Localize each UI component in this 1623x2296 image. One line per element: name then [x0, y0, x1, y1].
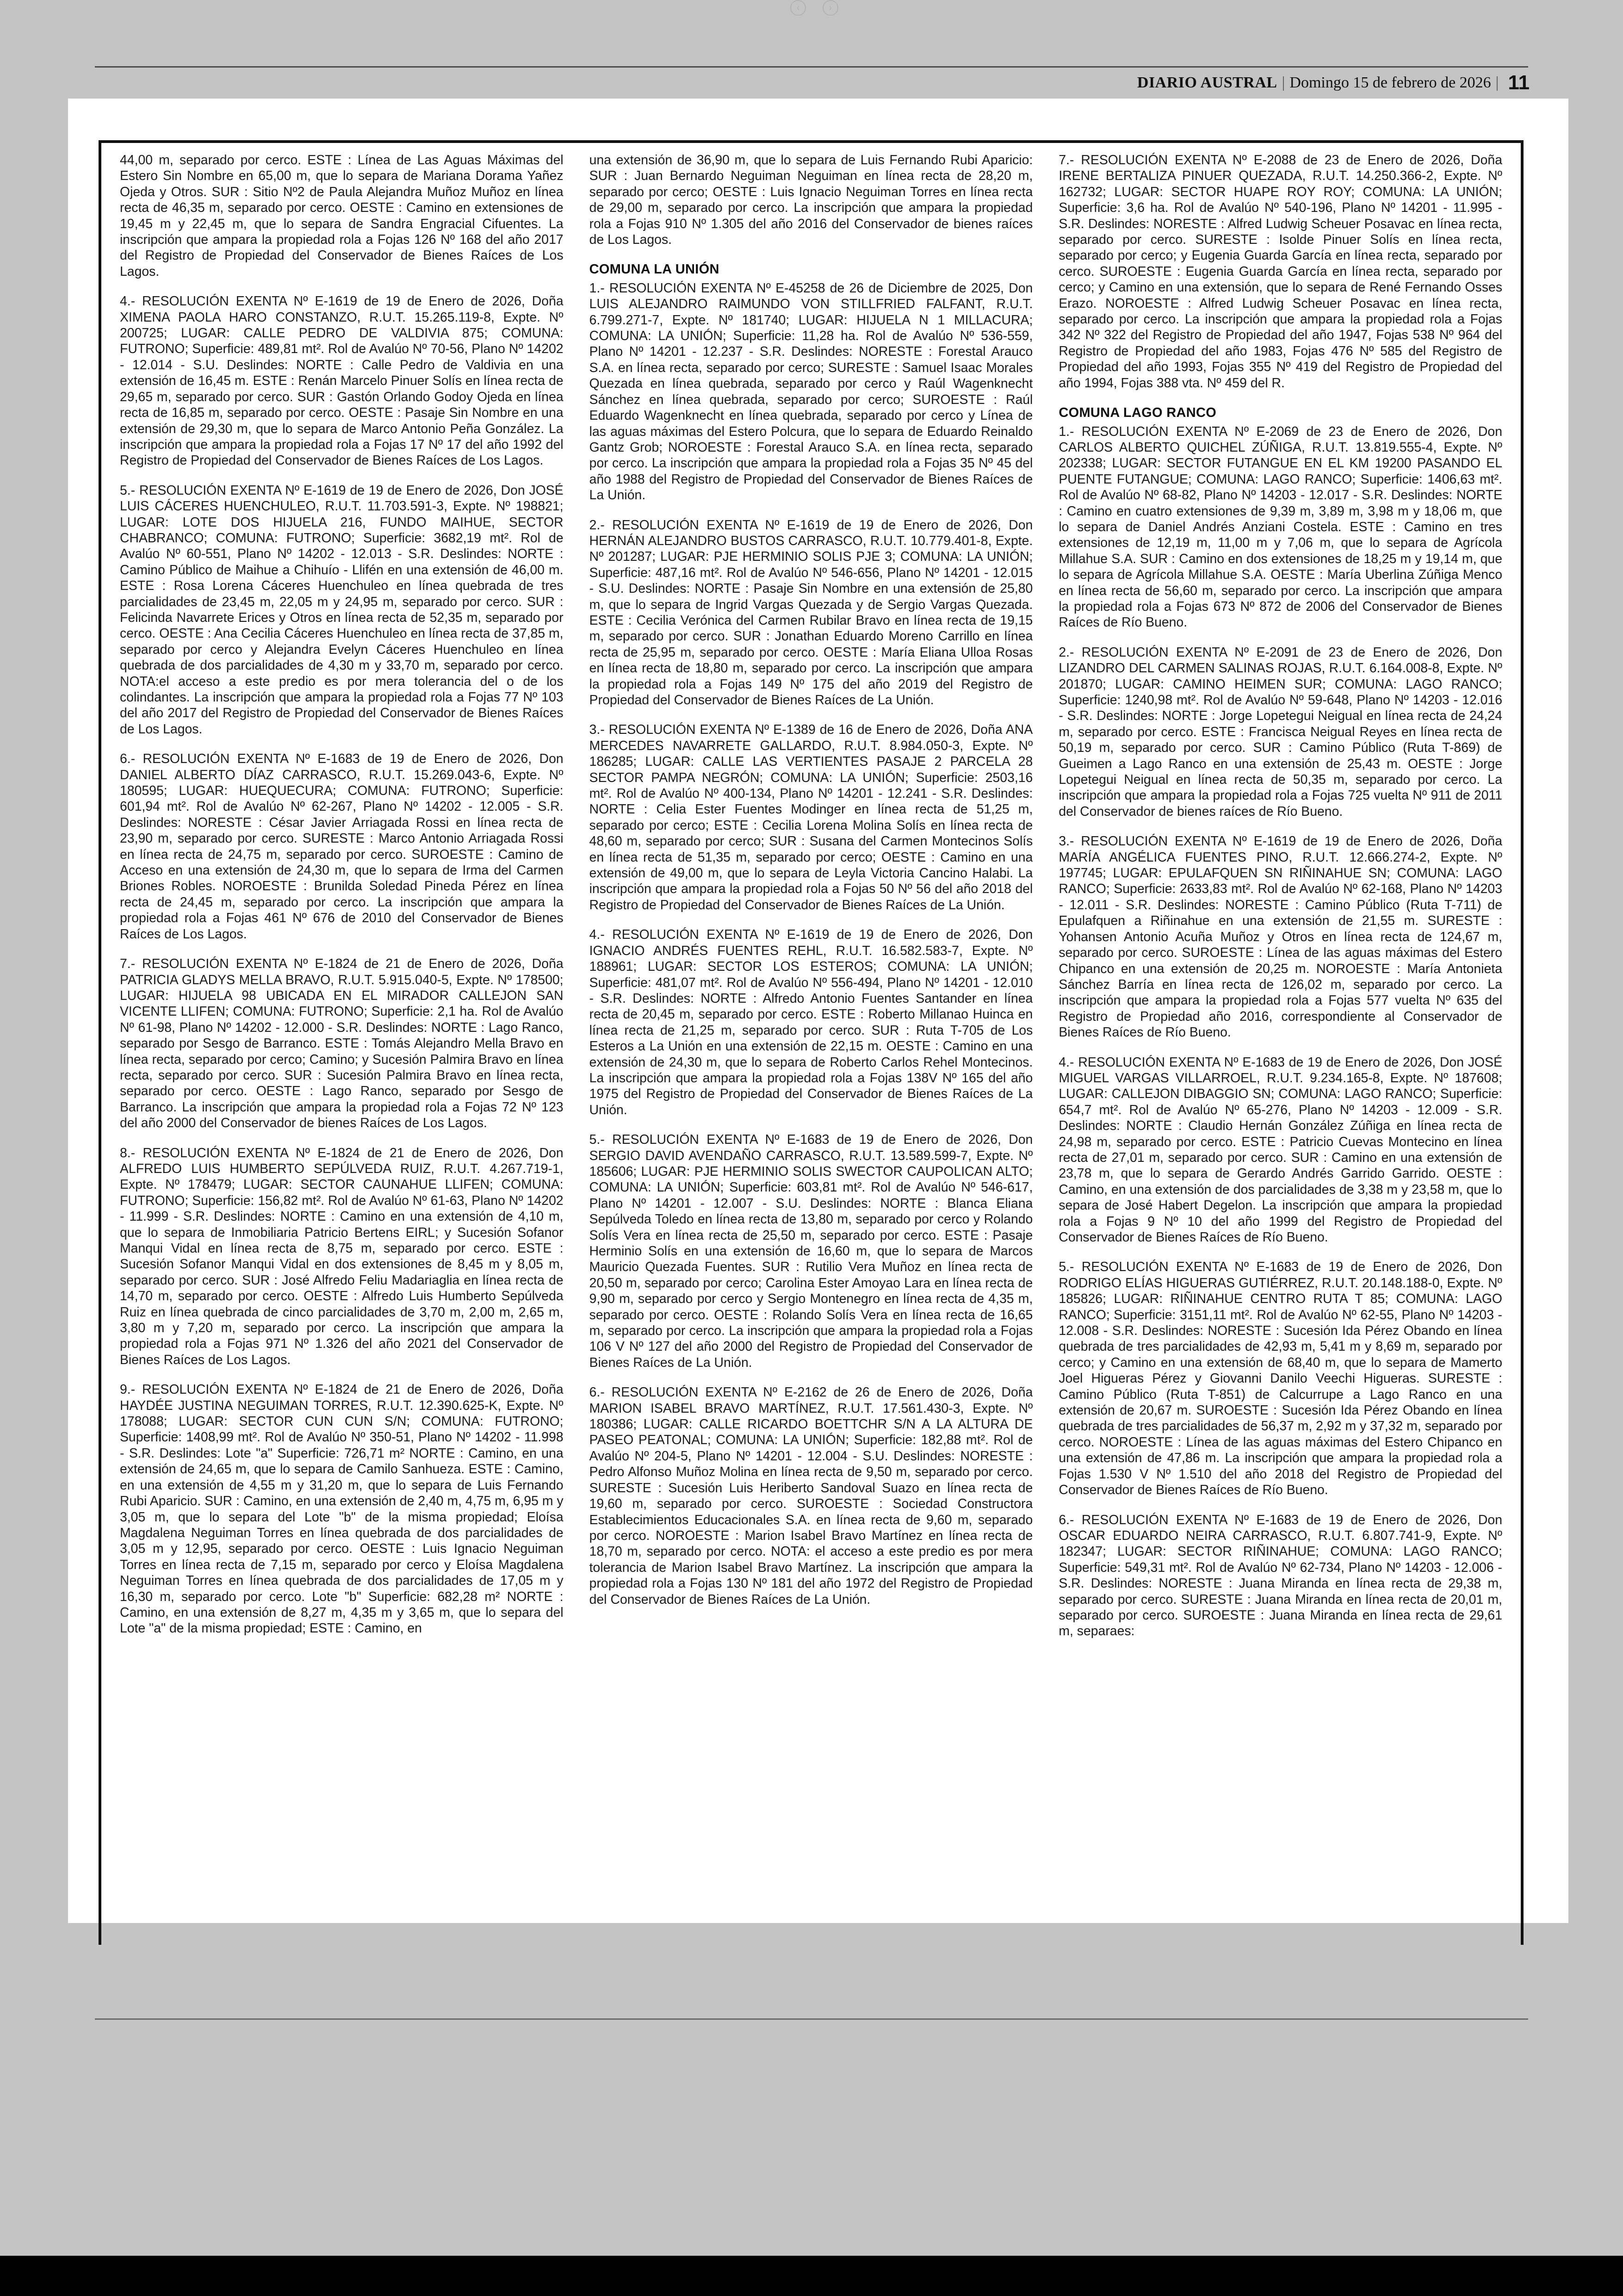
column-2 [589, 152, 1033, 1945]
viewer-bottom-bar [0, 2256, 1623, 2296]
section-heading-la-union: COMUNA LA UNIÓN [589, 262, 719, 277]
notice-paragraph: 4.- RESOLUCIÓN EXENTA Nº E-1619 de 19 de Enero de 2026, Don IGNACIO ANDRÉS FUENTES REHL, R.U.T. 16.582.583-7, Expte. Nº 188961; LUGAR: SECTOR LOS ESTEROS; COMUNA: LA UNIÓN; Superficie: 481,07 mt². Rol de Avalúo Nº 556-494, Plano Nº 14201 - 12.010 - S.R. Deslindes: NORTE : Alfredo Antonio Fuentes Santander en línea recta de 20,45 m, separado por cerco. ESTE : Roberto Millanao Huinca en línea recta de 21,25 m, separado por cerco. SUR : Ruta T-705 de Los Esteros a La Unión en una extensión de 22,15 m. OESTE : Camino en una extensión de 24,30 m, que lo separa de Roberto Carlos Rehel Montecinos. La inscripción que ampara la propiedad rola a Fojas 138V Nº 165 del año 1975 del Registro de Propiedad del Conservador de Bienes Raíces de La Unión. [589, 927, 1033, 1117]
notice-paragraph: 7.- RESOLUCIÓN EXENTA Nº E-1824 de 21 de Enero de 2026, Doña PATRICIA GLADYS MELLA BRAVO, R.U.T. 5.915.040-5, Expte. Nº 178500; LUGAR: HIJUELA 98 UBICADA EN EL MIRADOR CALLEJON SAN VICENTE LLIFEN; COMUNA: FUTRONO; Superficie: 2,1 ha. Rol de Avalúo Nº 61-98, Plano Nº 14202 - 12.000 - S.R. Deslindes: NORTE : Lago Ranco, separado por Sesgo de Barranco. ESTE : Tomás Alejandro Mella Bravo en línea recta, separado por cerco; Camino; y Sucesión Palmira Bravo en línea recta, separado por cerco. SUR : Sucesión Palmira Bravo en línea recta, separado por cerco. OESTE : Lago Ranco, separado por Sesgo de Barranco. La inscripción que ampara la propiedad rola a Fojas 72 Nº 123 del año 2000 del Conservador de bienes Raíces de Los Lagos. [120, 956, 564, 1131]
header-rule [95, 66, 1528, 68]
notice-sheet [68, 99, 1568, 1923]
arrow-right-icon[interactable]: › [823, 0, 838, 16]
newspaper-name: DIARIO AUSTRAL [1137, 74, 1277, 91]
notice-paragraph: 2.- RESOLUCIÓN EXENTA Nº E-2091 de 23 de Enero de 2026, Don LIZANDRO DEL CARMEN SALINAS ROJAS, R.U.T. 6.164.008-8, Expte. Nº 201870; LUGAR: CAMINO HEIMEN SUR; COMUNA: LAGO RANCO; Superficie: 1240,98 mt². Rol de Avalúo Nº 59-648, Plano Nº 14203 - 12.016 - S.R. Deslindes: NORTE : Jorge Lopetegui Neigual en línea recta de 24,24 m, separado por cerco. ESTE : Francisca Neigual Reyes en línea recta de 50,19 m, separado por cerco. SUR : Camino Público (Ruta T-869) de Gueimen a Lago Ranco en una extensión de 25,43 m. OESTE : Jorge Lopetegui Neigual en línea recta de 50,35 m, separado por cerco. La inscripción que ampara la propiedad rola a Fojas 725 vuelta Nº 911 de 2011 del Conservador de bienes raíces de Río Bueno. [1059, 645, 1503, 819]
page-number: 11 [1508, 71, 1530, 94]
notice-columns [120, 152, 1502, 1945]
notice-paragraph: 5.- RESOLUCIÓN EXENTA Nº E-1619 de 19 de Enero de 2026, Don JOSÉ LUIS CÁCERES HUENCHULEO, R.U.T. 11.703.591-3, Expte. Nº 198821; LUGAR: LOTE DOS HIJUELA 216, FUNDO MAIHUE, SECTOR CHABRANCO; COMUNA: FUTRONO; Superficie: 3682,19 mt². Rol de Avalúo Nº 60-551, Plano Nº 14202 - 12.013 - S.R. Deslindes: NORTE : Camino Público de Maihue a Chihuío - Llifén en una extensión de 46,00 m. ESTE : Rosa Lorena Cáceres Huenchuleo en línea quebrada de tres parcialidades de 23,45 m, 22,05 m y 24,95 m, separado por cerco. SUR : Felicinda Navarrete Erices y Otros en línea recta de 52,35 m, separado por cerco. OESTE : Ana Cecilia Cáceres Huenchuleo en línea recta de 37,85 m, separado por cerco y Alejandra Evelyn Cáceres Huenchuleo en línea quebrada de dos parcialidades de 4,30 m y 33,70 m, separado por cerco. NOTA:el acceso a este predio es por mera tolerancia del o de los colindantes. La inscripción que ampara la propiedad rola a Fojas 77 Nº 103 del año 2017 del Registro de Propiedad del Conservador de Bienes Raíces de Los Lagos. [120, 483, 564, 737]
notice-paragraph: 6.- RESOLUCIÓN EXENTA Nº E-1683 de 19 de Enero de 2026, Don OSCAR EDUARDO NEIRA CARRASCO, R.U.T. 6.807.741-9, Expte. Nº 182347; LUGAR: SECTOR RIÑINAHUE; COMUNA: LAGO RANCO; Superficie: 549,31 mt². Rol de Avalúo Nº 62-734, Plano Nº 14203 - 12.006 - S.R. Deslindes: NORESTE : Juana Miranda en línea recta de 29,38 m, separado por cerco. SURESTE : Juana Miranda en línea recta de 20,01 m, separado por cerco. SUROESTE : Juana Miranda en línea recta de 29,61 m, separaes: [1059, 1512, 1503, 1639]
column-1 [120, 152, 564, 1945]
notice-paragraph: 9.- RESOLUCIÓN EXENTA Nº E-1824 de 21 de Enero de 2026, Doña HAYDÉE JUSTINA NEGUIMAN TORRES, R.U.T. 12.390.625-K, Expte. Nº 178088; LUGAR: SECTOR CUN CUN S/N; COMUNA: FUTRONO; Superficie: 1408,99 mt². Rol de Avalúo Nº 350-51, Plano Nº 14202 - 11.998 - S.R. Deslindes: Lote "a" Superficie: 726,71 m² NORTE : Camino, en una extensión de 24,65 m, que lo separa de Camilo Sanhueza. ESTE : Camino, en una extensión de 4,55 m y 31,20 m, que lo separa de Luis Fernando Rubi Aparicio. SUR : Camino, en una extensión de 2,40 m, 4,75 m, 6,95 m y 3,05 m, que lo separa del Lote "b" de la misma propiedad; Eloísa Magdalena Neguiman Torres en línea quebrada de dos parcialidades de 3,05 m y 12,95, separado por cerco. OESTE : Luis Ignacio Neguiman Torres en línea recta de 7,15 m, separado por cerco y Eloísa Magdalena Neguiman Torres en línea quebrada de dos parcialidades de 17,05 m y 16,30 m, separado por cerco. Lote "b" Superficie: 682,28 m² NORTE : Camino, en una extensión de 8,27 m, 4,35 m y 3,65 m, que lo separa del Lote "a" de la misma propiedad; ESTE : Camino, en [120, 1382, 564, 1636]
column-3 [1059, 152, 1502, 1945]
notice-paragraph: 2.- RESOLUCIÓN EXENTA Nº E-1619 de 19 de Enero de 2026, Don HERNÁN ALEJANDRO BUSTOS CARRASCO, R.U.T. 10.779.401-8, Expte. Nº 201287; LUGAR: PJE HERMINIO SOLIS PJE 3; COMUNA: LA UNIÓN; Superficie: 487,16 mt². Rol de Avalúo Nº 546-656, Plano Nº 14201 - 12.015 - S.U. Deslindes: NORTE : Pasaje Sin Nombre en una extensión de 25,80 m, que lo separa de Ingrid Vargas Quezada y de Sergio Vargas Quezada. ESTE : Cecilia Verónica del Carmen Rubilar Bravo en línea recta de 19,15 m, separado por cerco. SUR : Jonathan Eduardo Moreno Carrillo en línea recta de 25,95 m, separado por cerco. OESTE : María Eliana Ulloa Rosas en línea recta de 18,80 m, separado por cerco. La inscripción que ampara la propiedad rola a Fojas 149 Nº 175 del año 2019 del Registro de Propiedad del Conservador de Bienes Raíces de La Unión. [589, 517, 1033, 707]
notice-paragraph: 1.- RESOLUCIÓN EXENTA Nº E-45258 de 26 de Diciembre de 2025, Don LUIS ALEJANDRO RAIMUNDO VON STILLFRIED FALFANT, R.U.T. 6.799.271-7, Expte. Nº 181740; LUGAR: HIJUELA N 1 MILLACURA; COMUNA: LA UNIÓN; Superficie: 11,28 ha. Rol de Avalúo Nº 536-559, Plano Nº 14201 - 12.237 - S.R. Deslindes: NORESTE : Forestal Arauco S.A. en línea recta, separado por cerco; SURESTE : Samuel Isaac Morales Quezada en línea quebrada, separado por cerco y Raúl Wagenknecht Sánchez en línea quebrada, separado por cerco; SUROESTE : Raúl Eduardo Wagenknecht en línea quebrada, separado por cerco y Línea de las aguas máximas del Estero Polcura, que lo separa de Eduardo Reinaldo Gantz Grob; NOROESTE : Forestal Arauco S.A. en línea recta, separado por cerco. La inscripción que ampara la propiedad rola a Fojas 35 Nº 45 del año 1988 del Registro de Propiedad del Conservador de Bienes Raíces de La Unión. [589, 280, 1033, 503]
notice-paragraph: 5.- RESOLUCIÓN EXENTA Nº E-1683 de 19 de Enero de 2026, Don RODRIGO ELÍAS HIGUERAS GUTIÉRREZ, R.U.T. 20.148.188-0, Expte. Nº 185826; LUGAR: RIÑINAHUE CENTRO RUTA T 85; COMUNA: LAGO RANCO; Superficie: 3151,11 mt². Rol de Avalúo Nº 62-55, Plano Nº 14203 - 12.008 - S.R. Deslindes: NORESTE : Sucesión Ida Pérez Obando en línea quebrada de tres parcialidades de 42,93 m, 5,41 m y 8,69 m, separado por cerco; y Camino en una extensión de 68,40 m, que lo separa de Mamerto Joel Higueras Pérez y Giovanni Danilo Veechi Higueras. SURESTE : Camino Público (Ruta T-851) de Calcurrupe a Lago Ranco en una extensión de 20,67 m. SUROESTE : Sucesión Ida Pérez Obando en línea quebrada de tres parcialidades de 56,37 m, 2,92 m y 37,32 m, separado por cerco. NOROESTE : Línea de las aguas máximas del Estero Chipanco en una extensión de 47,86 m. La inscripción que ampara la propiedad rola a Fojas 1.530 V Nº 1.510 del año 2018 del Registro de Propiedad del Conservador de Bienes Raíces de Río Bueno. [1059, 1260, 1503, 1498]
notice-frame [99, 140, 1524, 1945]
notice-paragraph: 1.- RESOLUCIÓN EXENTA Nº E-2069 de 23 de Enero de 2026, Don CARLOS ALBERTO QUICHEL ZÚÑIGA, R.U.T. 13.819.555-4, Expte. Nº 202338; LUGAR: SECTOR FUTANGUE EN EL KM 19200 PASANDO EL PUENTE FUTANGUE; COMUNA: LAGO RANCO; Superficie: 1406,63 mt². Rol de Avalúo Nº 68-82, Plano Nº 14203 - 12.017 - S.R. Deslindes: NORTE : Camino en cuatro extensiones de 9,39 m, 3,89 m, 3,98 m y 18,06 m, que lo separa de Daniel Andrés Anziani Costela. ESTE : Camino en tres extensiones de 12,19 m, 11,00 m y 7,06 m, que lo separa de Agrícola Millahue S.A. SUR : Camino en dos extensiones de 18,25 m y 19,14 m, que lo separa de Agrícola Millahue S.A. OESTE : María Uberlina Zúñiga Menco en línea recta de 56,60 m, separado por cerco. La inscripción que ampara la propiedad rola a Fojas 673 Nº 872 de 2006 del Conservador de Bienes Raíces de Río Bueno. [1059, 424, 1503, 630]
notice-paragraph: 44,00 m, separado por cerco. ESTE : Línea de Las Aguas Máximas del Estero Sin Nombre en 65,00 m, que lo separa de Mariana Dorama Yañez Ojeda y Otros. SUR : Sitio Nº2 de Paula Alejandra Muñoz Muñoz en línea recta de 46,35 m, separado por cerco. OESTE : Camino en extensiones de 19,45 m y 22,45 m, que lo separa de Sandra Engracial Cifuentes. La inscripción que ampara la propiedad rola a Fojas 126 Nº 168 del año 2017 del Registro de Propiedad del Conservador de Bienes Raíces de Los Lagos. [120, 153, 564, 279]
notice-paragraph: 6.- RESOLUCIÓN EXENTA Nº E-2162 de 26 de Enero de 2026, Doña MARION ISABEL BRAVO MARTÍNEZ, R.U.T. 17.561.430-3, Expte. Nº 180386; LUGAR: CALLE RICARDO BOETTCHR S/N A LA ALTURA DE PASEO PEATONAL; COMUNA: LA UNIÓN; Superficie: 182,88 mt². Rol de Avalúo Nº 204-5, Plano Nº 14201 - 12.004 - S.U. Deslindes: NORESTE : Pedro Alfonso Muñoz Molina en línea recta de 9,50 m, separado por cerco. SURESTE : Sucesión Luis Heriberto Sandoval Suazo en línea recta de 19,60 m, separado por cerco. SUROESTE : Sociedad Constructora Establecimientos Educacionales S.A. en línea recta de 9,60 m, separado por cerco. NOROESTE : Marion Isabel Bravo Martínez en línea recta de 18,70 m, separado por cerco. NOTA: el acceso a este predio es por mera tolerancia de Marion Isabel Bravo Martínez. La inscripción que ampara la propiedad rola a Fojas 130 Nº 181 del año 1972 del Registro de Propiedad del Conservador de Bienes Raíces de La Unión. [589, 1385, 1033, 1607]
notice-paragraph: 3.- RESOLUCIÓN EXENTA Nº E-1389 de 16 de Enero de 2026, Doña ANA MERCEDES NAVARRETE GALLARDO, R.U.T. 8.984.050-3, Expte. Nº 186285; LUGAR: CALLE LAS VERTIENTES PASAJE 2 PARCELA 28 SECTOR PAMPA NEGRÓN; COMUNA: LA UNIÓN; Superficie: 2503,16 mt². Rol de Avalúo Nº 400-134, Plano Nº 14201 - 12.241 - S.R. Deslindes: NORTE : Celia Ester Fuentes Modinger en línea recta de 51,25 m, separado por cerco; ESTE : Cecilia Lorena Molina Solís en línea recta de 48,60 m, separado por cerco; SUR : Susana del Carmen Montecinos Solís en línea recta de 51,35 m, separado por cerco; OESTE : Camino en una extensión de 49,00 m, que lo separa de Leyla Victoria Cancino Halabi. La inscripción que ampara la propiedad rola a Fojas 50 Nº 56 del año 2018 del Registro de Propiedad del Conservador de Bienes Raíces de La Unión. [589, 722, 1033, 912]
notice-paragraph: 7.- RESOLUCIÓN EXENTA Nº E-2088 de 23 de Enero de 2026, Doña IRENE BERTALIZA PINUER QUEZADA, R.U.T. 14.250.366-2, Expte. Nº 162732; LUGAR: SECTOR HUAPE ROY ROY; COMUNA: LA UNIÓN; Superficie: 3,6 ha. Rol de Avalúo Nº 540-196, Plano Nº 14201 - 11.995 - S.R. Deslindes: NORESTE : Alfred Ludwig Scheuer Posavac en línea recta, separado por cerco. SURESTE : Isolde Pinuer Solís en línea recta, separado por cerco; y Eugenia Guarda García en línea recta, separado por cerco. SUROESTE : Eugenia Guarda García en línea recta, separado por cerco; y Camino en una extensión, que lo separa de René Fernando Osses Erazo. NOROESTE : Alfred Ludwig Scheuer Posavac en línea recta, separado por cerco. La inscripción que ampara la propiedad rola a Fojas 342 Nº 322 del Registro de Propiedad del año 1947, Fojas 538 Nº 964 del Registro de Propiedad del año 1983, Fojas 476 Nº 585 del Registro de Propiedad del año 1993, Fojas 355 Nº 419 del Registro de Propiedad del año 1994, Fojas 388 vta. Nº 459 del R. [1059, 153, 1503, 391]
notice-paragraph: 4.- RESOLUCIÓN EXENTA Nº E-1619 de 19 de Enero de 2026, Doña XIMENA PAOLA HARO CONSTANZO, R.U.T. 15.265.119-8, Expte. Nº 200725; LUGAR: CALLE PEDRO DE VALDIVIA 875; COMUNA: FUTRONO; Superficie: 489,81 mt². Rol de Avalúo Nº 70-56, Plano Nº 14202 - 12.014 - S.U. Deslindes: NORTE : Calle Pedro de Valdivia en una extensión de 16,45 m. ESTE : Renán Marcelo Pinuer Solís en línea recta de 29,65 m, separado por cerco. SUR : Gastón Orlando Godoy Ojeda en línea recta de 16,85 m, separado por cerco. OESTE : Pasaje Sin Nombre en una extensión de 29,30 m, que lo separa de Marco Antonio Peña González. La inscripción que ampara la propiedad rola a Fojas 17 Nº 17 del año 1992 del Registro de Propiedad del Conservador de Bienes Raíces de Los Lagos. [120, 294, 564, 468]
notice-paragraph: una extensión de 36,90 m, que lo separa de Luis Fernando Rubi Aparicio: SUR : Juan Bernardo Neguiman Neguiman en línea recta de 28,20 m, separado por cerco; OESTE : Luis Ignacio Neguiman Torres en línea recta de 29,00 m, separado por cerco. La inscripción que ampara la propiedad rola a Fojas 910 Nº 1.305 del año 2016 del Conservador de bienes raíces de Los Lagos. [589, 153, 1033, 248]
folio-separator-2: | [1495, 74, 1499, 91]
arrow-left-icon[interactable]: ‹ [790, 0, 806, 16]
page-folio [1137, 70, 1530, 95]
section-heading-lago-ranco: COMUNA LAGO RANCO [1059, 405, 1217, 421]
notice-paragraph: 3.- RESOLUCIÓN EXENTA Nº E-1619 de 19 de Enero de 2026, Doña MARÍA ANGÉLICA FUENTES PINO, R.U.T. 12.666.274-2, Expte. Nº 197745; LUGAR: EPULAFQUEN SN RIÑINAHUE SN; COMUNA: LAGO RANCO; Superficie: 2633,83 mt². Rol de Avalúo Nº 62-168, Plano Nº 14203 - 12.011 - S.R. Deslindes: NORESTE : Camino Público (Ruta T-711) de Epulafquen a Riñinahue en una extensión de 21,55 m. SURESTE : Yohansen Antonio Acuña Muñoz y Otros en línea recta de 124,67 m, separado por cerco. SUROESTE : Línea de las aguas máximas del Estero Chipanco en una extensión de 20,25 m. NOROESTE : María Antonieta Sánchez Barría en línea recta de 126,02 m, separado por cerco. La inscripción que ampara la propiedad rola a Fojas 577 vuelta Nº 635 del Registro de Propiedad año 2016, correspondiente al Conservador de Bienes Raíces de Río Bueno. [1059, 834, 1503, 1040]
folio-separator: | [1282, 74, 1285, 91]
notice-paragraph: 5.- RESOLUCIÓN EXENTA Nº E-1683 de 19 de Enero de 2026, Don SERGIO DAVID AVENDAÑO CARRASCO, R.U.T. 13.589.599-7, Expte. Nº 185606; LUGAR: PJE HERMINIO SOLIS SWECTOR CAUPOLICAN ALTO; COMUNA: LA UNIÓN; Superficie: 603,81 mt². Rol de Avalúo Nº 546-617, Plano Nº 14201 - 12.007 - S.U. Deslindes: NORTE : Blanca Eliana Sepúlveda Toledo en línea recta de 13,80 m, separado por cerco y Rolando Solís Vera en línea recta de 25,50 m, separado por cerco. ESTE : Pasaje Herminio Solís en una extensión de 16,60 m, que lo separa de Marcos Mauricio Quezada Fuentes. SUR : Rutilio Vera Muñoz en línea recta de 20,50 m, separado por cerco; Carolina Ester Amoyao Lara en línea recta de 9,90 m, separado por cerco y Sergio Montenegro en línea recta de 4,35 m, separado por cerco. OESTE : Rolando Solís Vera en línea recta de 16,65 m, separado por cerco. La inscripción que ampara la propiedad rola a Fojas 106 V Nº 127 del año 2000 del Registro de Propiedad del Conservador de Bienes Raíces de La Unión. [589, 1132, 1033, 1370]
viewer-nav [782, 0, 847, 19]
footer-rule [95, 2018, 1528, 2020]
notice-paragraph: 8.- RESOLUCIÓN EXENTA Nº E-1824 de 21 de Enero de 2026, Don ALFREDO LUIS HUMBERTO SEPÚLVEDA RUIZ, R.U.T. 4.267.719-1, Expte. Nº 178479; LUGAR: SECTOR CAUNAHUE LLIFEN; COMUNA: FUTRONO; Superficie: 156,82 mt². Rol de Avalúo Nº 61-63, Plano Nº 14202 - 11.999 - S.R. Deslindes: NORTE : Camino en una extensión de 4,10 m, que lo separa de Inmobiliaria Patricio Bertens EIRL; y Sucesión Sofanor Manqui Vidal en línea recta de 8,75 m, separado por cerco. ESTE : Sucesión Sofanor Manqui Vidal en dos extensiones de 8,45 m y 8,05 m, separado por cerco. SUR : José Alfredo Feliu Madariaglia en línea recta de 14,70 m, separado por cerco. OESTE : Alfredo Luis Humberto Sepúlveda Ruiz en línea quebrada de cinco parcialidades de 3,70 m, 2,00 m, 2,65 m, 3,80 m y 7,20 m, separado por cerco. La inscripción que ampara la propiedad rola a Fojas 971 Nº 1.326 del año 2021 del Conservador de Bienes Raíces de Los Lagos. [120, 1145, 564, 1367]
notice-paragraph: 6.- RESOLUCIÓN EXENTA Nº E-1683 de 19 de Enero de 2026, Don DANIEL ALBERTO DÍAZ CARRASCO, R.U.T. 15.269.043-6, Expte. Nº 180595; LUGAR: HUEQUECURA; COMUNA: FUTRONO; Superficie: 601,94 mt². Rol de Avalúo Nº 62-267, Plano Nº 14202 - 12.005 - S.R. Deslindes: NORESTE : César Javier Arriagada Rossi en línea recta de 23,90 m, separado por cerco. SURESTE : Marco Antonio Arriagada Rossi en línea recta de 24,75 m, separado por cerco. SUROESTE : Camino de Acceso en una extensión de 24,30 m, que lo separa de Irma del Carmen Briones Robles. NOROESTE : Brunilda Soledad Pineda Pérez en línea recta de 24,45 m, separado por cerco. La inscripción que ampara la propiedad rola a Fojas 461 Nº 676 de 2010 del Conservador de Bienes Raíces de Los Lagos. [120, 751, 564, 942]
issue-date: Domingo 15 de febrero de 2026 [1289, 74, 1491, 91]
notice-paragraph: 4.- RESOLUCIÓN EXENTA Nº E-1683 de 19 de Enero de 2026, Don JOSÉ MIGUEL VARGAS VILLARROEL, R.U.T. 9.234.165-8, Expte. Nº 187608; LUGAR: CALLEJON DIBAGGIO SN; COMUNA: LAGO RANCO; Superficie: 654,7 mt². Rol de Avalúo Nº 65-276, Plano Nº 14203 - 12.009 - S.R. Deslindes: NORTE : Claudio Hernán González Zúñiga en línea recta de 24,98 m, separado por cerco. ESTE : Patricio Cuevas Montecino en línea recta de 27,01 m, separado por cerco. SUR : Camino en una extensión de 23,78 m, que lo separa de Gerardo Andrés Garrido Garrido. OESTE : Camino, en una extensión de dos parcialidades de 3,38 m y 23,58 m, que lo separa de José Habert Degelon. La inscripción que ampara la propiedad rola a Fojas 9 Nº 10 del año 1999 del Registro de Propiedad del Conservador de Bienes Raíces de Río Bueno. [1059, 1055, 1503, 1245]
